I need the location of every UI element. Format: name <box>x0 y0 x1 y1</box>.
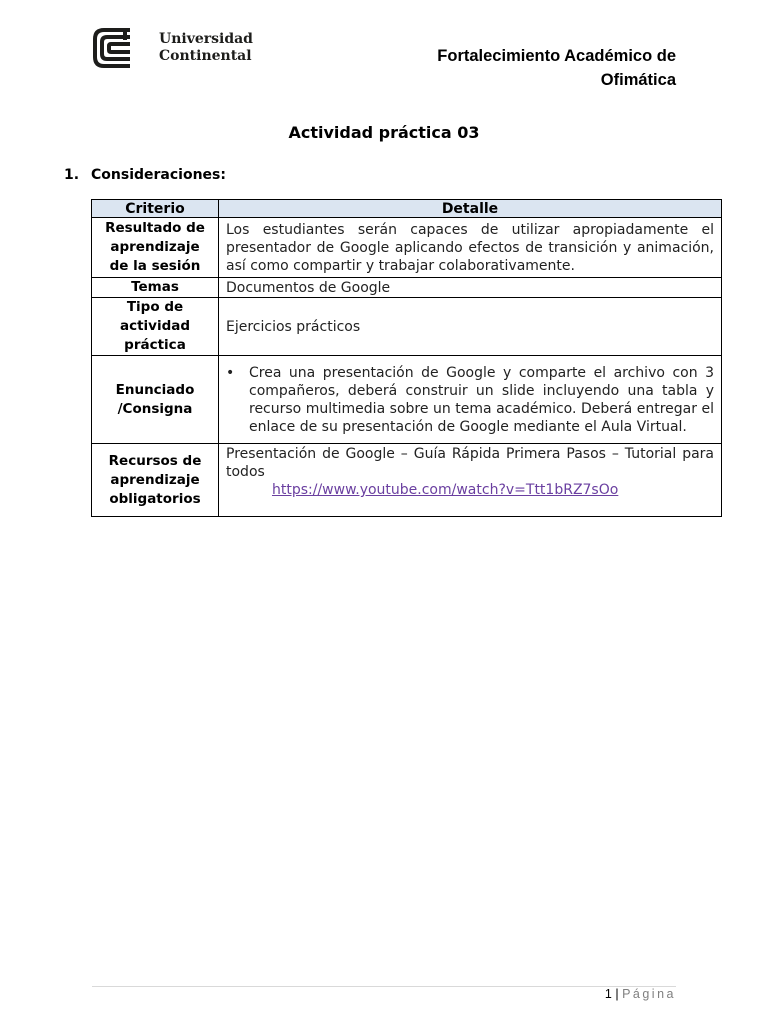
table-row <box>92 298 722 356</box>
header-course-title <box>376 44 676 92</box>
column-header-criterio: Criterio <box>92 200 219 218</box>
criterio-cell: Resultado de aprendizaje de la sesión <box>92 218 219 278</box>
criterio-cell: Recursos de aprendizaje obligatorios <box>92 444 219 517</box>
table-row <box>92 218 722 278</box>
detalle-cell <box>219 356 722 444</box>
table-header-row <box>92 200 722 218</box>
logo-wordmark <box>159 31 253 65</box>
criterio-cell: Tipo de actividad práctica <box>92 298 219 356</box>
section-title: Consideraciones: <box>91 167 226 183</box>
page-label: Página <box>622 987 676 1001</box>
section-number: 1. <box>64 167 80 183</box>
bullet-item <box>226 364 714 436</box>
logo-line-1: Universidad <box>159 31 253 47</box>
header-title-line-2: Ofimática <box>600 71 676 89</box>
detalle-cell <box>219 444 722 517</box>
criterio-cell: Enunciado /Consigna <box>92 356 219 444</box>
youtube-link[interactable]: https://www.youtube.com/watch?v=Ttt1bRZ7sOo <box>272 482 619 498</box>
header-title-line-1: Fortalecimiento Académico de <box>437 47 676 65</box>
resource-text: Presentación de Google – Guía Rápida Primera Pasos – Tutorial para todos <box>226 446 714 480</box>
document-title: Actividad práctica 03 <box>288 123 480 142</box>
table-row <box>92 444 722 517</box>
logo-line-2: Continental <box>159 48 252 64</box>
detalle-cell: Ejercicios prácticos <box>219 298 722 356</box>
detalle-cell: Documentos de Google <box>219 278 722 298</box>
considerations-table <box>91 199 722 517</box>
table-row <box>92 278 722 298</box>
footer-separator: | <box>615 987 619 1001</box>
footer-divider <box>92 986 676 987</box>
detalle-cell: Los estudiantes serán capaces de utilizar apropiadamente el presentador de Google aplicando efectos de transición y animación, así como compartir y trabajar colaborativamente. <box>219 218 722 278</box>
table-row <box>92 356 722 444</box>
page-number: 1 <box>604 987 612 1001</box>
page-footer <box>605 987 676 1001</box>
section-heading <box>64 167 226 183</box>
bullet-text: Crea una presentación de Google y comparte el archivo con 3 compañeros, deberá construir un slide incluyendo una tabla y recurso multimedia sobre un tema académico. Deberá entregar el enlace de su presentación de Google mediante el Aula Virtual. <box>249 364 714 435</box>
bullet-icon: • <box>226 364 235 381</box>
criterio-cell: Temas <box>92 278 219 298</box>
column-header-detalle: Detalle <box>219 200 722 218</box>
